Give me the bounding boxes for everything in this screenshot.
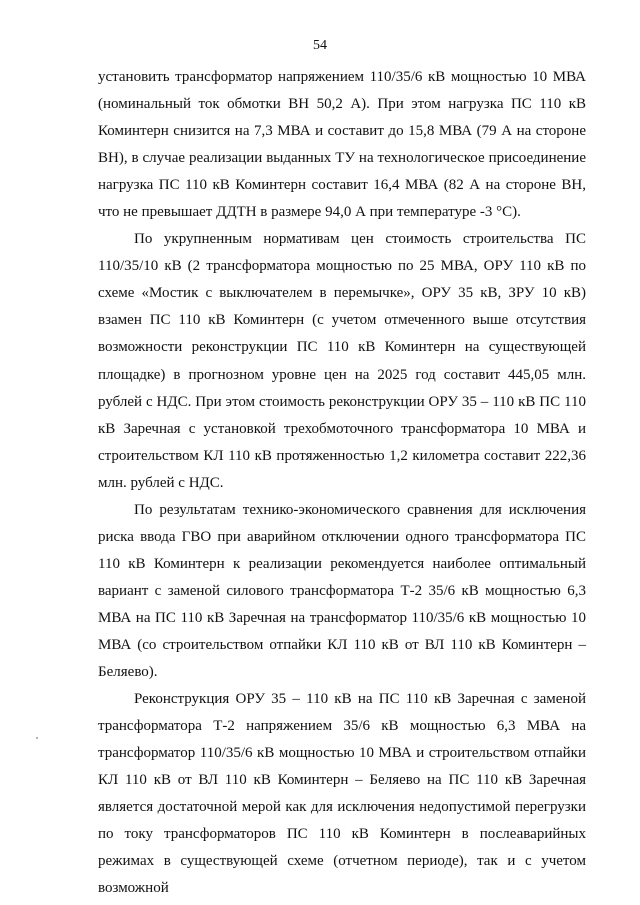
paragraph-reconstruction: Реконструкция ОРУ 35 – 110 кВ на ПС 110 кВ Заречная с заменой трансформатора Т-2 напряжением 35/6 кВ мощностью 6,3 МВА на трансформатор 110/35/6 кВ мощностью 10 МВА и строительством отпайки КЛ 110 кВ от ВЛ 110 кВ Коминтерн – Беляево на ПС 110 кВ Заречная является достаточной мерой как для исключения недопустимой перегрузки по току трансформаторов ПС 110 кВ Коминтерн в послеаварийных режимах в существующей схеме (отчетном периоде), так и с учетом возможной xyxy=(98,691,586,897)
scan-artifact-dot xyxy=(36,737,38,739)
paragraph-comparison-result: По результатам технико-экономического сравнения для исключения риска ввода ГВО при аварийном отключении одного трансформатора ПС 110 кВ Коминтерн к реализации рекомендуется наиболее оптимальный вариант с заменой силового трансформатора Т-2 35/6 кВ мощностью 6,3 МВА на ПС 110 кВ Заречная на трансформатор 110/35/6 кВ мощностью 10 МВА (со строительством отпайки КЛ 110 кВ от ВЛ 110 кВ Коминтерн – Беляево). xyxy=(98,501,586,681)
paragraph-continuation: установить трансформатор напряжением 110/35/6 кВ мощностью 10 МВА (номинальный ток обмотки ВН 50,2 А). При этом нагрузка ПС 110 кВ Коминтерн снизится на 7,3 МВА и составит до 15,8 МВА (79 А на стороне ВН), в случае реализации выданных ТУ на технологическое присоединение нагрузка ПС 110 кВ Коминтерн составит 16,4 МВА (82 А на стороне ВН, что не превышает ДДТН в размере 94,0 А при температуре -3 °С). xyxy=(98,69,586,221)
page-number: 54 xyxy=(313,38,327,53)
paragraph-cost-estimate: По укрупненным нормативам цен стоимость строительства ПС 110/35/10 кВ (2 трансформатора мощностью по 25 МВА, ОРУ 110 кВ по схеме «Мостик с выключателем в перемычке», ОРУ 35 кВ, ЗРУ 10 кВ) взамен ПС 110 кВ Коминтерн (с учетом отмеченного выше отсутствия возможности реконструкции ПС 110 кВ Коминтерн на существующей площадке) в прогнозном уровне цен на 2025 год составит 445,05 млн. рублей с НДС. При этом стоимость реконструкции ОРУ 35 – 110 кВ ПС 110 кВ Заречная с установкой трехобмоточного трансформатора 10 МВА и строительством КЛ 110 кВ протяженностью 1,2 километра составит 222,36 млн. рублей с НДС. xyxy=(98,231,586,491)
document-body xyxy=(98,64,586,902)
